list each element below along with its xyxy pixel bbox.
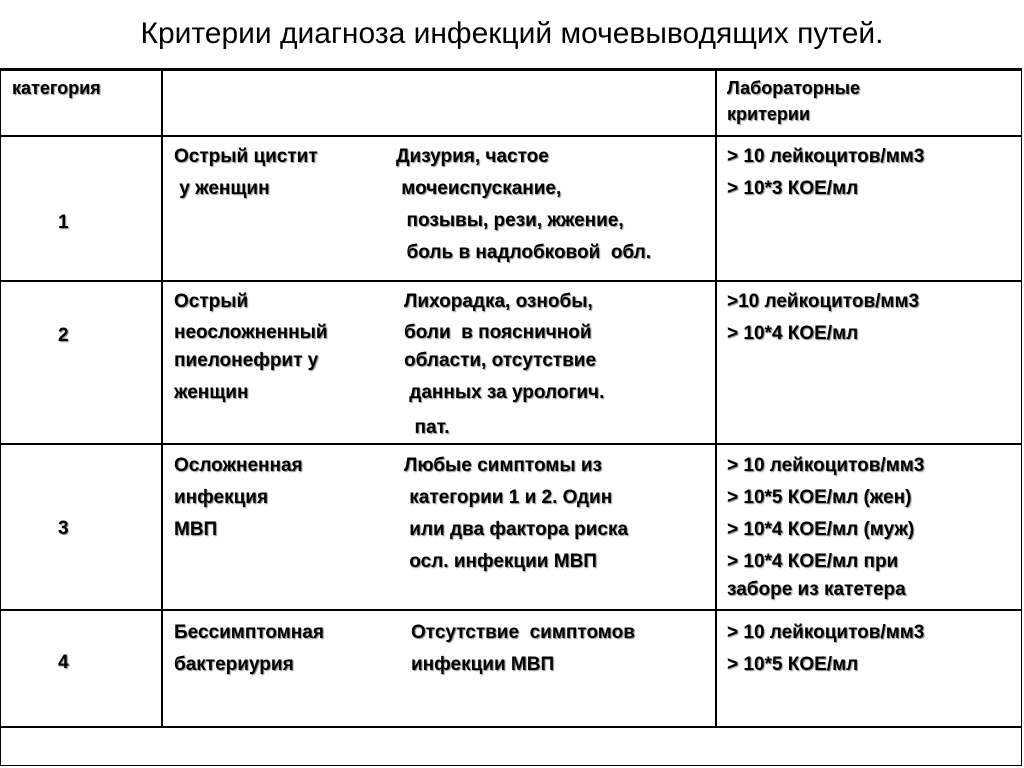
row-number: 3: [58, 518, 69, 539]
table-divider: [0, 609, 1022, 611]
slide-title: Критерии диагноза инфекций мочевыводящих путей.: [140, 17, 884, 50]
row-diagnosis: Осложненная инфекция МВП: [174, 455, 303, 540]
table-divider: [0, 135, 1022, 137]
row-diagnosis: Бессимптомная бактериурия: [174, 622, 324, 675]
header-lab-criteria-line2: критерии: [727, 104, 811, 124]
row-symptoms: Дизурия, частое мочеиспускание, позывы, рези, жжение, боль в надлобковой обл.: [396, 146, 652, 263]
row-symptoms: Любые симптомы из категории 1 и 2. Один или два фактора риска осл. инфекции МВП: [404, 455, 629, 572]
row-diagnosis: Острый цистит у женщин: [174, 146, 318, 199]
row-symptoms: Отсутствие симптомов инфекции МВП: [411, 622, 635, 675]
table-divider: [0, 726, 1022, 728]
row-symptoms: Лихорадка, ознобы, боли в поясничной области, отсутствие данных за урологич. пат.: [404, 291, 605, 438]
row-lab-criteria: > 10 лейкоцитов/мм3 > 10*5 КОЕ/мл: [727, 622, 925, 675]
table-divider: [0, 280, 1022, 282]
row-lab-criteria: >10 лейкоцитов/мм3 > 10*4 КОЕ/мл: [727, 291, 920, 344]
table-divider: [715, 70, 717, 726]
row-diagnosis: Острый неосложненный пиелонефрит у женщин: [174, 291, 328, 403]
row-number: 4: [58, 652, 69, 673]
row-lab-criteria: > 10 лейкоцитов/мм3 > 10*3 КОЕ/мл: [727, 146, 925, 199]
header-category: категория: [12, 78, 101, 98]
row-number: 2: [58, 325, 69, 346]
row-number: 1: [58, 212, 69, 233]
row-lab-criteria: > 10 лейкоцитов/мм3 > 10*5 КОЕ/мл (жен) > 10*4 КОЕ/мл (муж) > 10*4 КОЕ/мл при заборе из катетера: [727, 455, 925, 600]
header-lab-criteria-line1: Лабораторные: [727, 78, 861, 98]
table-divider: [161, 70, 163, 726]
